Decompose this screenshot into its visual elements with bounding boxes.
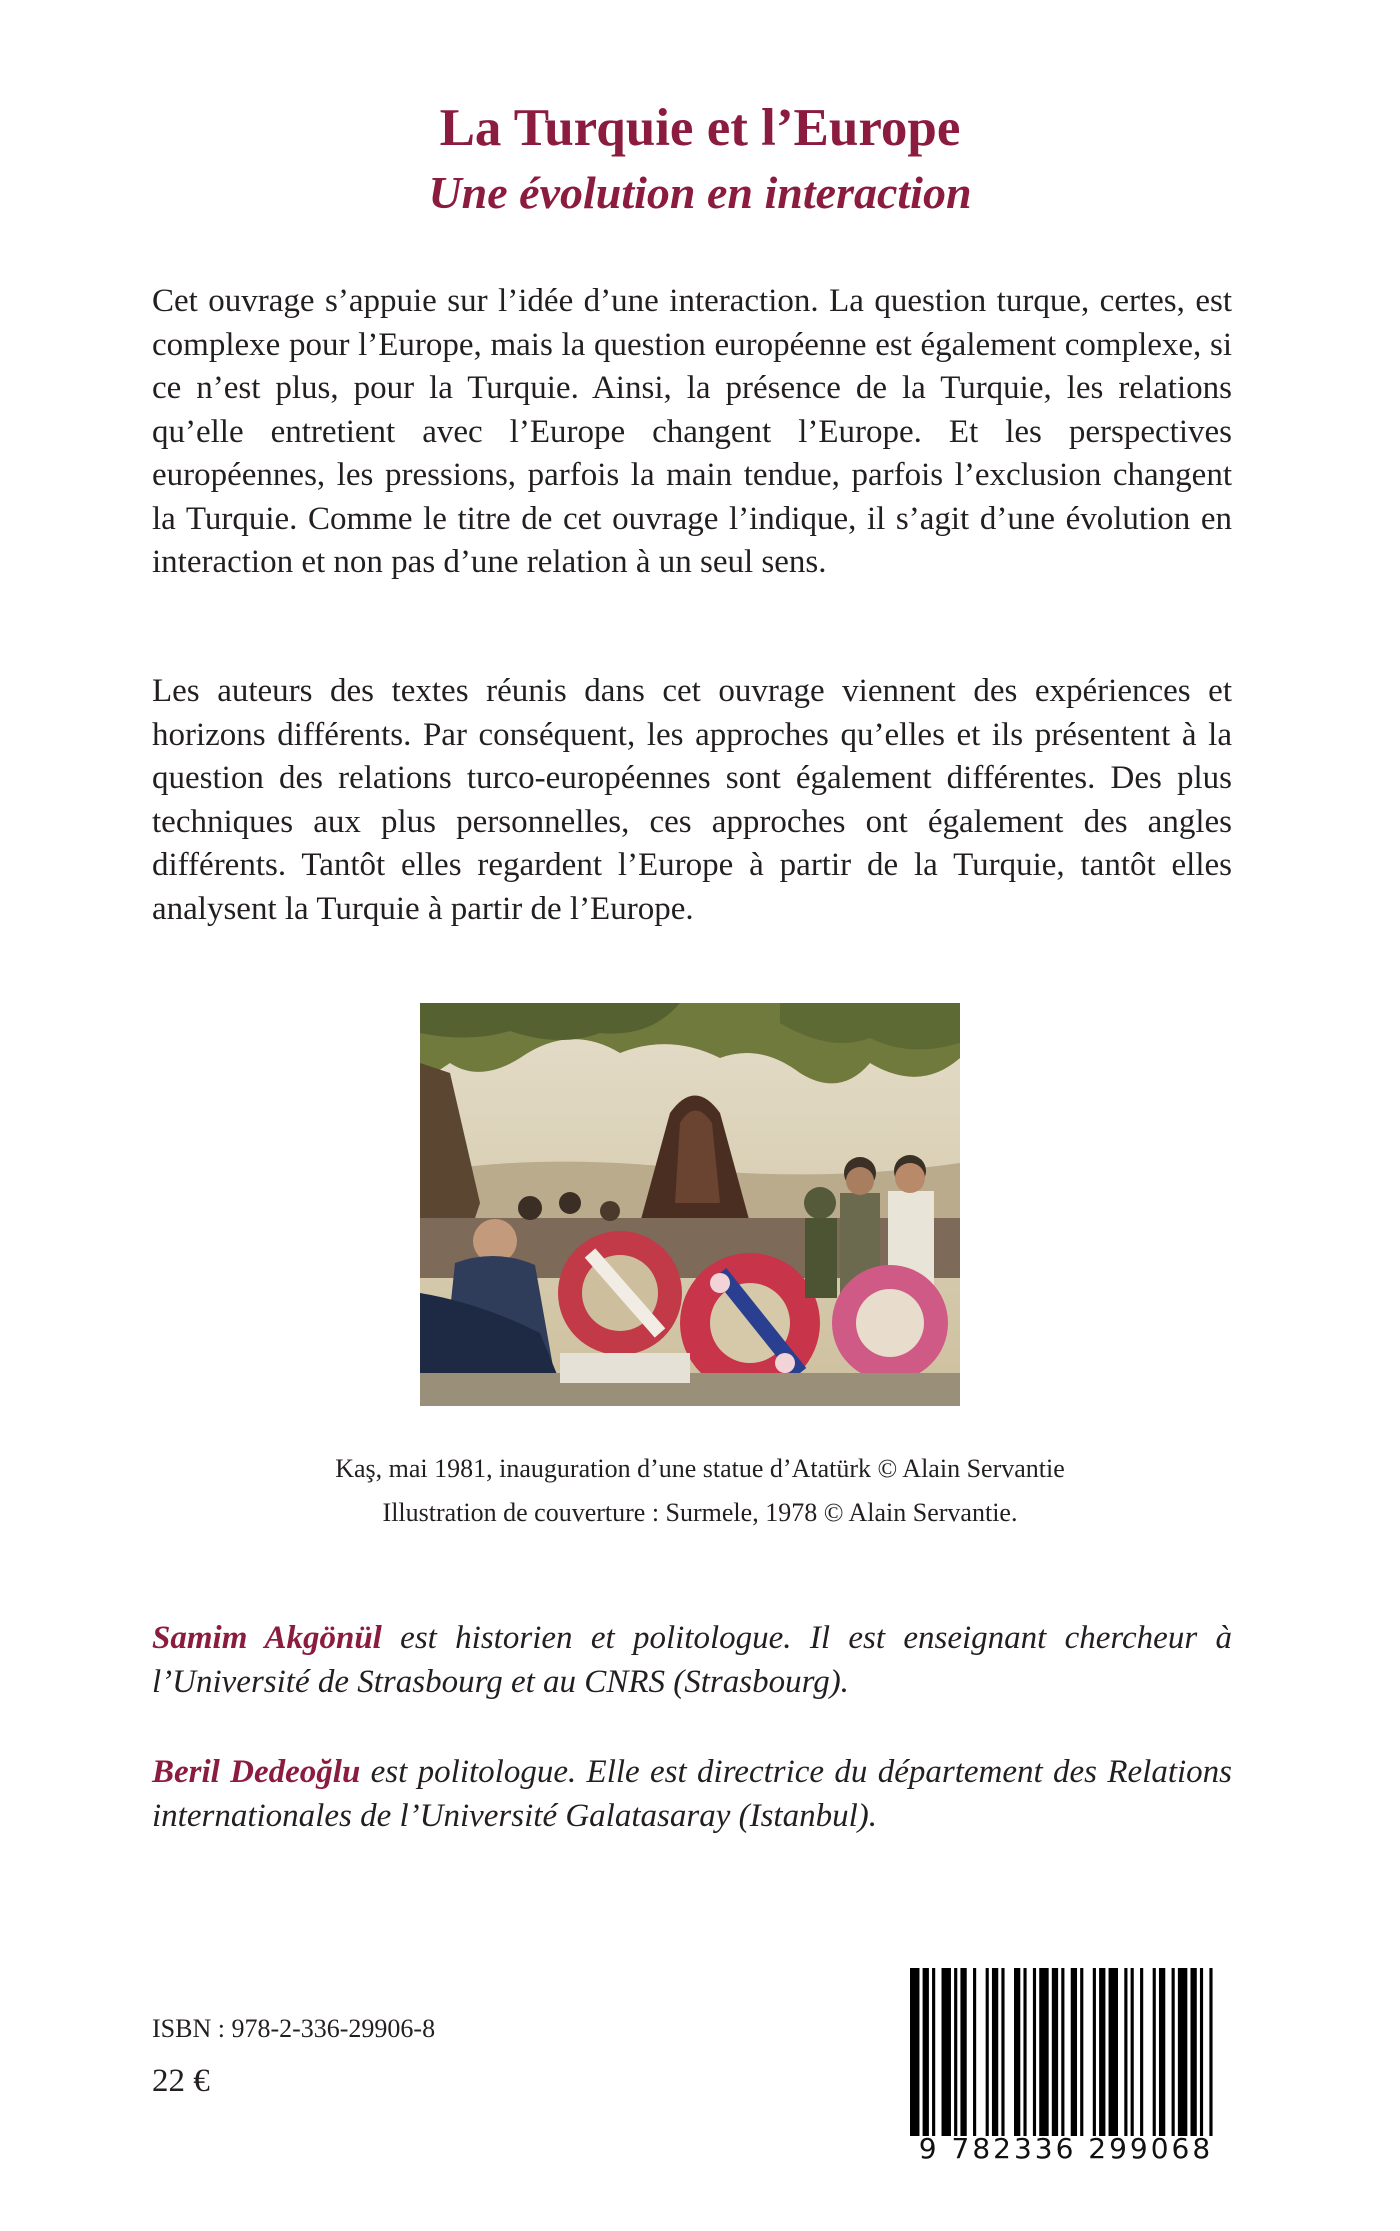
cover-illustration-credit: Illustration de couverture : Surmele, 1978 © Alain Servantie. [382, 1498, 1018, 1527]
barcode [910, 1968, 1222, 2136]
barcode-bar [1159, 1968, 1165, 2136]
barcode-bar [1023, 1968, 1026, 2136]
summary-paragraph-1: Cet ouvrage s’appuie sur l’idée d’une interaction. La question turque, certes, est complexe pour l’Europe, mais la question européenne est également complexe, si ce n’est plus, pour la Turquie. Ainsi, la présence de la Turquie, les relations qu’elle entretient avec l’Europe changent l’Europe. Et les perspectives européennes, les pressions, parfois la main tendue, parfois l’exclusion changent la Turquie. Comme le titre de cet ouvrage l’indique, il s’agit d’une évolution en interaction et non pas d’une relation à un seul sens. [152, 283, 1232, 580]
barcode-bar [1052, 1968, 1058, 2136]
barcode-bar [1172, 1968, 1175, 2136]
barcode-bar [1080, 1968, 1083, 2136]
barcode-bar [954, 1968, 957, 2136]
author-name-2: Beril Dedeoğlu [152, 1754, 361, 1790]
barcode-bar [1093, 1968, 1096, 2136]
barcode-bar [923, 1968, 929, 2136]
photo-caption: Kaş, mai 1981, inauguration d’une statue d’Atatürk © Alain Servantie [335, 1454, 1065, 1483]
barcode-bar [1200, 1968, 1203, 2136]
price: 22 € [152, 2063, 210, 2099]
barcode-bar [1039, 1968, 1048, 2136]
barcode-bar [992, 1968, 998, 2136]
book-subtitle: Une évolution en interaction [428, 167, 972, 218]
ceremony-photo [420, 1003, 960, 1406]
barcode-bar [960, 1968, 966, 2136]
barcode-bar [1209, 1968, 1212, 2136]
barcode-bar [973, 1968, 976, 2136]
barcode-bar [910, 1968, 919, 2136]
isbn: ISBN : 978-2-336-29906-8 [152, 2014, 436, 2043]
barcode-bar [1001, 1968, 1004, 2136]
barcode-bar [1071, 1968, 1077, 2136]
wreath-center [680, 1253, 820, 1393]
author-bio-1 [152, 1617, 1232, 1704]
barcode-bar [1061, 1968, 1064, 2136]
author-name-1: Samim Akgönül [152, 1620, 382, 1656]
barcode-bar [1014, 1968, 1020, 2136]
barcode-bars [910, 1968, 1222, 2136]
barcode-bar [1099, 1968, 1105, 2136]
book-title: La Turquie et l’Europe [439, 99, 961, 157]
barcode-bar [1178, 1968, 1187, 2136]
barcode-bar [942, 1968, 951, 2136]
author-bio-text-1: est historien et politologue. Il est enseignant chercheur à l’Université de Strasbourg et au CNRS (Strasbourg). [152, 1620, 1233, 1700]
barcode-bar [1140, 1968, 1143, 2136]
summary-paragraph-2: Les auteurs des textes réunis dans cet ouvrage viennent des expériences et horizons différents. Par conséquent, les approches qu’elles et ils présentent à la question des relations turco-européennes sont également différentes. Des plus techniques aux plus personnelles, ces approches ont également des angles différents. Tantôt elles regardent l’Europe à partir de la Turquie, tantôt elles analysent la Turquie à partir de l’Europe. [152, 673, 1232, 927]
barcode-bar [1131, 1968, 1134, 2136]
barcode-digits: 9 782336 299068 [918, 2132, 1214, 2165]
ceremony-photo-illustration [420, 1003, 960, 1406]
barcode-bar [1153, 1968, 1156, 2136]
barcode-bar [1124, 1968, 1127, 2136]
wreath-right [832, 1265, 948, 1381]
barcode-bar [1109, 1968, 1118, 2136]
barcode-bar [1190, 1968, 1196, 2136]
barcode-bar [932, 1968, 935, 2136]
barcode-bar [986, 1968, 989, 2136]
author-bio-text-2: est politologue. Elle est directrice du département des Relations internationales de l’Université Galatasaray (Istanbul). [152, 1754, 1232, 1834]
wreath-left [558, 1231, 682, 1355]
barcode-bar [1033, 1968, 1036, 2136]
author-bio-2 [152, 1751, 1232, 1838]
